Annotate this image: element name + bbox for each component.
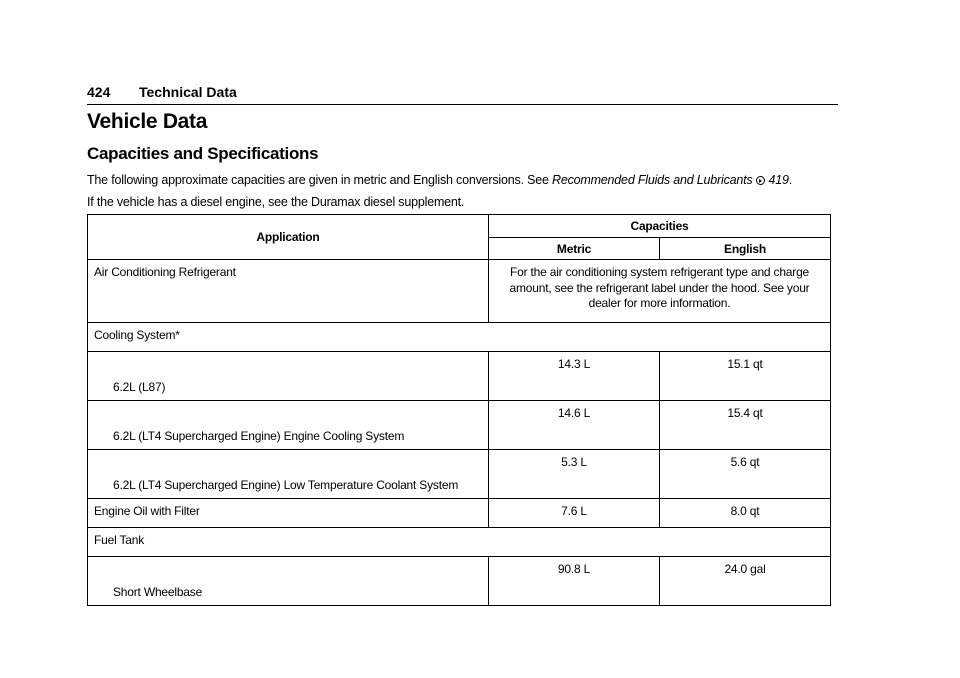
row-label: Engine Oil with Filter xyxy=(88,499,489,528)
section-subtitle: Capacities and Specifications xyxy=(87,144,319,163)
capacities-table xyxy=(87,214,831,606)
metric-value: 14.3 L xyxy=(489,352,660,401)
english-value: 24.0 gal xyxy=(660,557,831,606)
row-label-text: 6.2L (L87) xyxy=(113,380,166,394)
fluids-reference-link[interactable]: Recommended Fluids and Lubricants xyxy=(552,173,753,187)
table-row xyxy=(88,557,831,606)
row-label xyxy=(88,450,489,499)
intro-paragraph xyxy=(87,173,792,187)
row-label xyxy=(88,557,489,606)
table-row xyxy=(88,401,831,450)
section-label: Fuel Tank xyxy=(88,528,831,557)
table-section-row xyxy=(88,528,831,557)
running-header xyxy=(87,84,838,105)
reference-page-number[interactable]: 419 xyxy=(768,173,789,187)
intro-text-end: . xyxy=(788,173,793,187)
page-title: Vehicle Data xyxy=(87,110,208,133)
english-value: 15.4 qt xyxy=(660,401,831,450)
row-label: Air Conditioning Refrigerant xyxy=(88,260,489,323)
metric-value: 7.6 L xyxy=(489,499,660,528)
page-reference-icon xyxy=(756,176,765,185)
table-section-row xyxy=(88,323,831,352)
header-english: English xyxy=(660,238,831,260)
row-label xyxy=(88,401,489,450)
section-name: Technical Data xyxy=(139,84,237,100)
english-value: 5.6 qt xyxy=(660,450,831,499)
english-value: 8.0 qt xyxy=(660,499,831,528)
row-label-text: 6.2L (LT4 Supercharged Engine) Engine Cooling System xyxy=(113,429,405,443)
table-row xyxy=(88,499,831,528)
row-label-text: 6.2L (LT4 Supercharged Engine) Low Temperature Coolant System xyxy=(113,478,459,492)
row-label xyxy=(88,352,489,401)
english-value: 15.1 qt xyxy=(660,352,831,401)
intro-text: The following approximate capacities are given in metric and English conversions. See xyxy=(87,173,552,187)
row-label-text: Short Wheelbase xyxy=(113,585,203,599)
table-row xyxy=(88,260,831,323)
diesel-note: If the vehicle has a diesel engine, see the Duramax diesel supplement. xyxy=(87,195,465,209)
metric-value: 90.8 L xyxy=(489,557,660,606)
metric-value: 14.6 L xyxy=(489,401,660,450)
page-number: 424 xyxy=(87,84,111,100)
header-application: Application xyxy=(88,215,489,260)
section-label: Cooling System* xyxy=(88,323,831,352)
table-row xyxy=(88,352,831,401)
refrigerant-note: For the air conditioning system refrigerant type and charge amount, see the refrigerant label under the hood. See your dealer for more information. xyxy=(489,260,831,323)
table-row xyxy=(88,450,831,499)
metric-value: 5.3 L xyxy=(489,450,660,499)
header-metric: Metric xyxy=(489,238,660,260)
table-header-row xyxy=(88,215,831,238)
header-capacities: Capacities xyxy=(489,215,831,238)
